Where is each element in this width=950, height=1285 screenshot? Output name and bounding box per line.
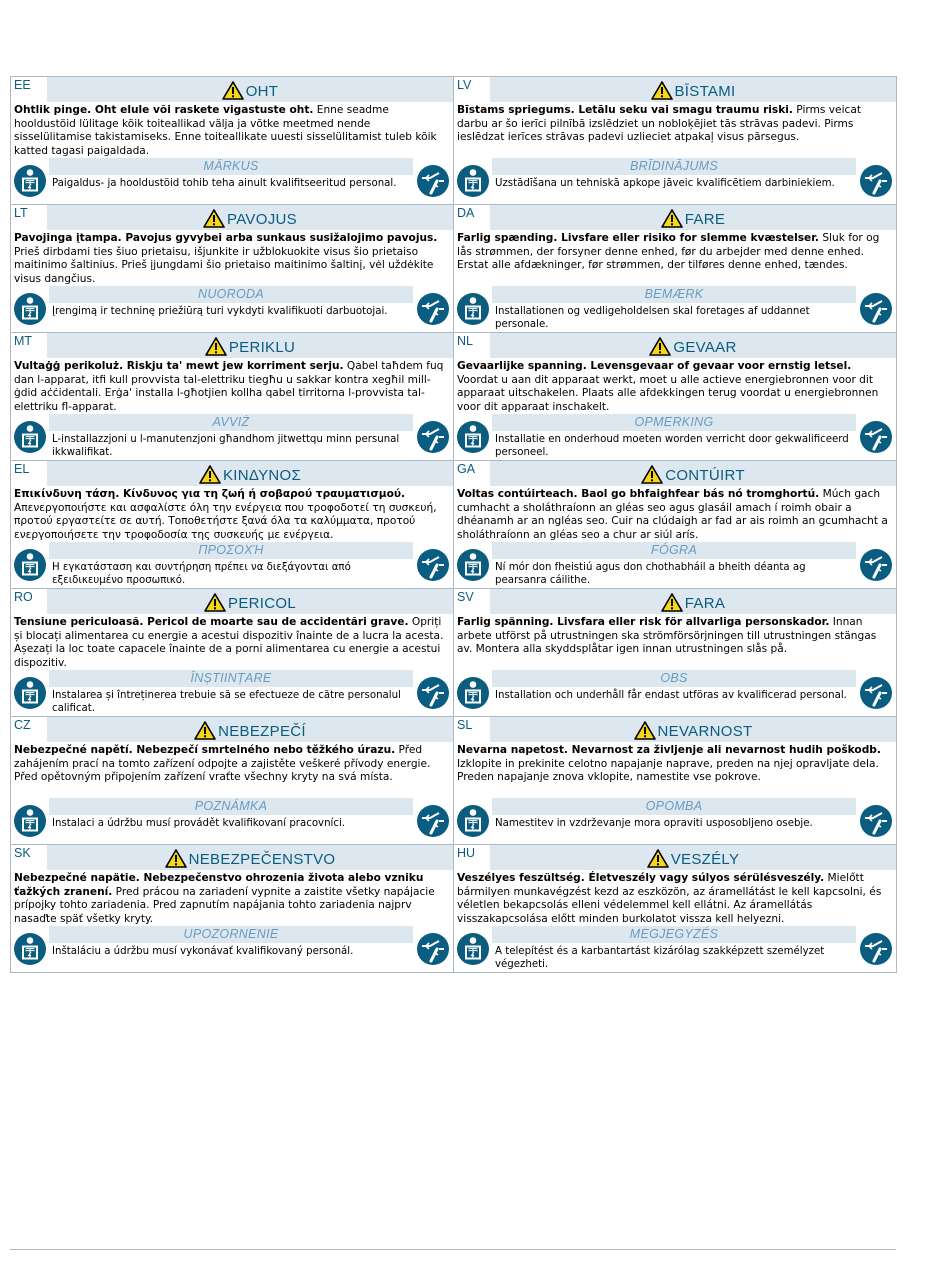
note-text: Įrengimą ir techninę priežiūrą turi vykdyti kvalifikuoti darbuotojai. [52, 306, 388, 317]
note-text: A telepítést és a karbantartást kizárólag szakképzett személyzet végezheti. [495, 946, 825, 970]
warning-body [454, 870, 896, 926]
instruction-text: Enne seadme hooldustöid lülitage kõik toiteallikad välja ja võtke meetmed nende sisselülitamise takistamiseks. Enne toiteallikate uuesti sisselülitamist tuleb kõik katted tagasi paigaldada. [14, 104, 437, 157]
warning-header [11, 205, 453, 230]
instruction-text: Innan arbete utförst på utrustningen ska strömförsörjningen till utrustningen stängas av. Montera alla skyddsplåtar igen innan utrustningen slås på. [457, 616, 877, 656]
warning-triangle-icon [661, 593, 683, 612]
instruction-text: Pred prácou na zariadení vypnite a zaistite všetky napájacie prípojky tohto zariadenia. Pred zapnutím napájania tohto zariadenia najprv nasaďte späť všetky kryty. [14, 885, 435, 925]
signal-band [490, 717, 896, 742]
warning-body [11, 358, 453, 414]
warning-header [454, 77, 896, 102]
warning-body [11, 870, 453, 926]
note-title: FÓGRA [492, 542, 856, 559]
disconnect-power-icon [859, 932, 893, 966]
signal-band [47, 77, 453, 102]
hazard-statement: Nebezpečné napätie. Nebezpečenstvo ohrozenia života alebo vzniku ťažkých zranení. [14, 872, 424, 898]
warning-block-nl [454, 333, 897, 461]
disconnect-power-icon [859, 548, 893, 582]
language-code: SL [457, 718, 473, 732]
signal-word: FARE [684, 211, 726, 228]
signal-word: PERIKLU [228, 339, 296, 356]
warning-triangle-icon [194, 721, 216, 740]
warning-block-da [454, 205, 897, 333]
hazard-statement: Pavojinga įtampa. Pavojus gyvybei arba sunkaus susižalojimo pavojus. [14, 232, 438, 244]
language-code: MT [14, 334, 33, 348]
note-text: Uzstādīšana un tehniskā apkope jāveic kvalificētiem darbiniekiem. [495, 178, 835, 189]
read-instructions-icon [456, 548, 490, 582]
warning-triangle-icon [205, 337, 227, 356]
warning-block-ro [11, 589, 454, 717]
signal-word: PERICOL [228, 595, 296, 612]
warning-header [454, 717, 896, 742]
disconnect-power-icon [416, 804, 450, 838]
language-code: GA [457, 462, 476, 476]
note-title: ÎNȘTIINȚARE [49, 670, 413, 687]
signal-word: GEVAAR [673, 339, 737, 356]
safety-warning-grid [10, 76, 897, 973]
note-text: Installationen og vedligeholdelsen skal foretages af uddannet personale. [495, 306, 810, 330]
signal-band [47, 205, 453, 230]
hazard-statement: Gevaarlijke spanning. Levensgevaar of gevaar voor ernstig letsel. [457, 360, 852, 372]
disconnect-power-icon [859, 676, 893, 710]
disconnect-power-icon [416, 292, 450, 326]
read-instructions-icon [456, 676, 490, 710]
language-code: HU [457, 846, 476, 860]
note-title: AVVIŻ [49, 414, 413, 431]
warning-header [11, 333, 453, 358]
note-title: NUORODA [49, 286, 413, 303]
read-instructions-icon [456, 292, 490, 326]
instruction-text: Pirms veicat darbu ar šo ierīci pilnībā izslēdziet un nobloķējiet tās strāvas padevi. Pirms ieslēdzat ierīces strāvas padevi uzlieciet atpakaļ visus pārsegus. [457, 104, 861, 144]
warning-block-lv [454, 77, 897, 205]
warning-header [11, 461, 453, 486]
warning-header [11, 589, 453, 614]
note-text: Instalaci a údržbu musí provádět kvalifikovaní pracovníci. [52, 818, 346, 829]
note-row [11, 414, 453, 460]
note-row [454, 414, 896, 460]
note-row [454, 926, 896, 972]
note-text: L-installazzjoni u l-manutenzjoni għandhom jitwettqu minn persunal ikkwalifikat. [52, 434, 400, 458]
signal-word: CONTÚIRT [665, 467, 745, 484]
disconnect-power-icon [859, 292, 893, 326]
warning-triangle-icon [651, 81, 673, 100]
warning-header [454, 589, 896, 614]
note-row [11, 286, 453, 332]
warning-block-hu [454, 845, 897, 973]
language-code: DA [457, 206, 475, 220]
warning-block-cz [11, 717, 454, 845]
instruction-text: Sluk for og lås strømmen, der forsyner denne enhed, før du arbejder med denne enhed. Erstat alle afdækninger, før strømmen, der tilføres denne enhed, tændes. [457, 232, 880, 272]
instruction-text: Izklopite in prekinite celotno napajanje naprave, preden na njej opravljate dela. Preden napajanje znova vklopite, namestite vse pokrove. [457, 757, 879, 784]
signal-band [47, 589, 453, 614]
warning-body [11, 742, 453, 798]
signal-word: OHT [245, 83, 279, 100]
warning-header [454, 333, 896, 358]
signal-band [47, 845, 453, 870]
note-title: MEGJEGYZÉS [492, 926, 856, 943]
hazard-statement: Tensiune periculoasă. Pericol de moarte sau de accidentări grave. [14, 616, 409, 628]
signal-word: NEBEZPEČÍ [218, 723, 306, 740]
read-instructions-icon [13, 164, 47, 198]
signal-band [490, 77, 896, 102]
warning-block-sk [11, 845, 454, 973]
signal-band [47, 461, 453, 486]
hazard-statement: Επικίνδυνη τάση. Κίνδυνος για τη ζωή ή σοβαρού τραυματισμού. [14, 488, 406, 500]
note-text: Instalarea și întreținerea trebuie să se efectueze de către personalul calificat. [52, 690, 401, 714]
disconnect-power-icon [416, 420, 450, 454]
disconnect-power-icon [416, 932, 450, 966]
warning-body [454, 230, 896, 286]
signal-band [47, 333, 453, 358]
signal-band [47, 717, 453, 742]
warning-body [11, 486, 453, 542]
warning-header [11, 77, 453, 102]
read-instructions-icon [13, 804, 47, 838]
language-code: SK [14, 846, 31, 860]
warning-triangle-icon [222, 81, 244, 100]
hazard-statement: Nebezpečné napětí. Nebezpečí smrtelného nebo těžkého úrazu. [14, 744, 396, 756]
language-code: NL [457, 334, 473, 348]
signal-band [490, 845, 896, 870]
note-text: Η εγκατάσταση και συντήρηση πρέπει να διεξάγονται από εξειδικευμένο προσωπικό. [52, 562, 351, 586]
note-text: Inštaláciu a údržbu musí vykonávať kvalifikovaný personál. [52, 946, 354, 957]
warning-triangle-icon [647, 849, 669, 868]
disconnect-power-icon [859, 164, 893, 198]
note-row [11, 926, 453, 972]
note-row [454, 542, 896, 588]
hazard-statement: Bīstams spriegums. Letālu seku vai smagu traumu riski. [457, 104, 793, 116]
note-row [11, 798, 453, 844]
note-row [454, 286, 896, 332]
disconnect-power-icon [859, 804, 893, 838]
note-row [11, 670, 453, 716]
warning-triangle-icon [165, 849, 187, 868]
read-instructions-icon [13, 676, 47, 710]
disconnect-power-icon [416, 164, 450, 198]
language-code: EE [14, 78, 31, 92]
note-title: BEMÆRK [492, 286, 856, 303]
warning-triangle-icon [641, 465, 663, 484]
note-title: OBS [492, 670, 856, 687]
hazard-statement: Ohtlik pinge. Oht elule või raskete vigastuste oht. [14, 104, 314, 116]
instruction-text: Opriți și blocați alimentarea cu energie a acestui dispozitiv înainte de a lucra la acesta. Așezați la loc toate capacele înainte de a porni alimentarea cu energie a acestui dispozitiv. [14, 616, 444, 669]
warning-triangle-icon [204, 593, 226, 612]
hazard-statement: Voltas contúirteach. Baol go bhfaighfear bás nó tromghortú. [457, 488, 820, 500]
warning-block-sv [454, 589, 897, 717]
instruction-text: Prieš dirbdami ties šiuo prietaisu, išjunkite ir užblokuokite visus šio prietaiso maitinimo šaltinius. Prieš įjungdami šio prietaiso maitinimo šaltinį, vėl uždėkite visus dangčius. [14, 245, 434, 285]
warning-triangle-icon [634, 721, 656, 740]
note-row [454, 158, 896, 204]
disconnect-power-icon [859, 420, 893, 454]
instruction-text: Qabel taħdem fuq dan l-apparat, itfi kull provvista tal-elettriku tiegħu u sakkar kontra xegħil mill-ġdid aċċidentali. Erġa' installa l-għotjien kollha qabel tirritorna l-provvista tal-elettriku fl-apparat. [14, 360, 444, 413]
warning-body [11, 614, 453, 670]
disconnect-power-icon [416, 676, 450, 710]
signal-word: PAVOJUS [227, 211, 297, 228]
note-title: UPOZORNENIE [49, 926, 413, 943]
signal-band [490, 205, 896, 230]
warning-triangle-icon [649, 337, 671, 356]
note-title: OPMERKING [492, 414, 856, 431]
signal-band [490, 333, 896, 358]
signal-band [490, 589, 896, 614]
warning-triangle-icon [199, 465, 221, 484]
note-title: POZNÁMKA [49, 798, 413, 815]
note-title: OPOMBA [492, 798, 856, 815]
note-title: ΠΡΟΣΟΧΉ [49, 542, 413, 559]
note-text: Paigaldus- ja hooldustöid tohib teha ainult kvalifitseeritud personal. [52, 178, 397, 189]
signal-word: FARA [684, 595, 726, 612]
language-code: CZ [14, 718, 31, 732]
warning-header [11, 845, 453, 870]
signal-word: ΚΙΝΔΥΝΟΣ [222, 467, 302, 484]
note-title: MÄRKUS [49, 158, 413, 175]
warning-header [454, 845, 896, 870]
note-row [11, 158, 453, 204]
note-row [454, 670, 896, 716]
warning-block-lt [11, 205, 454, 333]
read-instructions-icon [13, 548, 47, 582]
hazard-statement: Veszélyes feszültség. Életveszély vagy súlyos sérülésveszély. [457, 872, 825, 884]
language-code: RO [14, 590, 33, 604]
warning-body [454, 358, 896, 414]
language-code: LV [457, 78, 472, 92]
hazard-statement: Farlig spänning. Livsfara eller risk för allvarliga personskador. [457, 616, 830, 628]
instruction-text: Múch gach cumhacht a sholáthraíonn an gléas seo agus glasáil amach í roimh obair a dhéanamh ar an ngléas seo. Cuir na clúdaigh ar fad ar ais roimh an gcumhacht a sholáthraíonn an gléas seo a chur ar siúl arís. [457, 488, 888, 541]
note-text: Installatie en onderhoud moeten worden verricht door gekwalificeerd personeel. [495, 434, 849, 458]
warning-block-ee [11, 77, 454, 205]
signal-word: BĪSTAMI [674, 83, 736, 100]
warning-triangle-icon [203, 209, 225, 228]
instruction-text: Před zahájením prací na tomto zařízení odpojte a zajistěte veškeré přívody energie. Před opětovným připojením zařízení vraťte všechny kryty na svá místa. [14, 744, 431, 784]
warning-header [11, 717, 453, 742]
warning-body [11, 230, 453, 286]
signal-word: NEVARNOST [657, 723, 753, 740]
note-row [11, 542, 453, 588]
signal-band [490, 461, 896, 486]
warning-body [454, 614, 896, 670]
disconnect-power-icon [416, 548, 450, 582]
hazard-statement: Vultaġġ perikoluż. Riskju ta' mewt jew korriment serju. [14, 360, 344, 372]
warning-header [454, 461, 896, 486]
language-code: SV [457, 590, 474, 604]
hazard-statement: Farlig spænding. Livsfare eller risiko for slemme kvæstelser. [457, 232, 819, 244]
read-instructions-icon [13, 420, 47, 454]
note-text: Installation och underhåll får endast utföras av kvalificerad personal. [495, 690, 847, 701]
warning-block-ga [454, 461, 897, 589]
warning-body [454, 102, 896, 158]
read-instructions-icon [456, 932, 490, 966]
note-text: Namestitev in vzdrževanje mora opraviti usposobljeno osebje. [495, 818, 813, 829]
warning-header [454, 205, 896, 230]
signal-word: NEBEZPEČENSTVO [188, 851, 336, 868]
instruction-text: Voordat u aan dit apparaat werkt, moet u alle actieve energiebronnen voor dit apparaat uitschakelen. Plaats alle afdekkingen terug voordat u energiebronnen voor dit apparaat inschakelt. [457, 373, 879, 413]
warning-triangle-icon [661, 209, 683, 228]
read-instructions-icon [456, 164, 490, 198]
warning-block-mt [11, 333, 454, 461]
instruction-text: Mielőtt bármilyen munkavégzést kezd az eszközön, az áramellátást le kell kapcsolni, és véletlen bekapcsolás elleni védelemmel kell ellátni. Az áramellátás visszakapcsolása előtt minden burkolatot vissza kell helyezni. [457, 872, 882, 925]
warning-block-el [11, 461, 454, 589]
warning-body [11, 102, 453, 158]
read-instructions-icon [13, 932, 47, 966]
warning-body [454, 486, 896, 542]
hazard-statement: Nevarna napetost. Nevarnost za življenje ali nevarnost hudih poškodb. [457, 744, 881, 756]
instruction-text: Απενεργοποιήστε και ασφαλίστε όλη την ενέργεια που τροφοδοτεί τη συσκευή, προτού εργαστείτε σε αυτή. Τοποθετήστε ξανά όλα τα καλύμματα, προτού ενεργοποιήσετε την τροφοδοσία της συσκευής με ενέργεια. [14, 501, 437, 541]
signal-word: VESZÉLY [670, 851, 740, 868]
read-instructions-icon [456, 804, 490, 838]
footer-rule [10, 1249, 896, 1250]
note-row [454, 798, 896, 844]
language-code: LT [14, 206, 28, 220]
language-code: EL [14, 462, 30, 476]
note-text: Ní mór don fheistiú agus don chothabháil a bheith déanta ag pearsanra cáilithe. [495, 562, 806, 586]
warning-block-sl [454, 717, 897, 845]
note-title: BRĪDINĀJUMS [492, 158, 856, 175]
read-instructions-icon [13, 292, 47, 326]
warning-body [454, 742, 896, 798]
read-instructions-icon [456, 420, 490, 454]
